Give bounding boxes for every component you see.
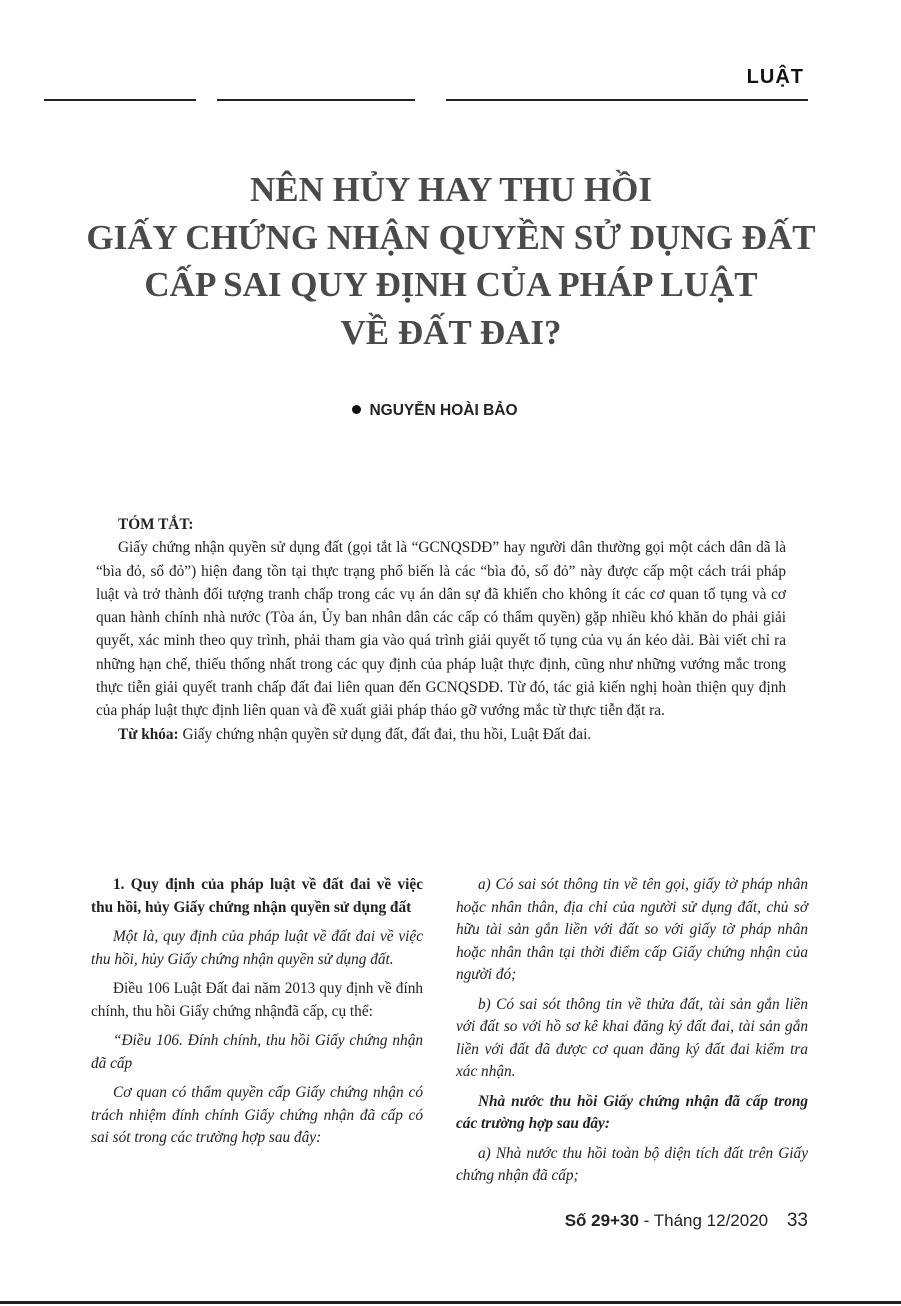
quote-body: Cơ quan có thẩm quyền cấp Giấy chứng nhận có trách nhiệm đính chính Giấy chứng nhận đã cấp có sai sót trong các trường hợp sau đây:	[91, 1084, 423, 1146]
title-line: GIẤY CHỨNG NHẬN QUYỀN SỬ DỤNG ĐẤT	[86, 217, 816, 257]
issue-number: Số 29+30	[564, 1211, 639, 1230]
header-rule-middle	[217, 99, 415, 101]
header-rule-left	[44, 99, 196, 101]
page-number: 33	[786, 1210, 808, 1231]
keywords	[96, 723, 786, 746]
title-line: NÊN HỦY HAY THU HỒI	[250, 170, 652, 209]
footer-separator: -	[643, 1211, 650, 1230]
section-tag: LUẬT	[746, 66, 804, 88]
footer-rule	[0, 1301, 901, 1304]
recall-item-a: a) Nhà nước thu hồi toàn bộ diện tích đất trên Giấy chứng nhận đã cấp;	[456, 1144, 808, 1184]
article-title	[60, 166, 842, 356]
recall-heading: Nhà nước thu hồi Giấy chứng nhận đã cấp trong các trường hợp sau đây:	[456, 1092, 808, 1132]
title-line: CẤP SAI QUY ĐỊNH CỦA PHÁP LUẬT	[144, 265, 758, 304]
abstract	[96, 513, 786, 746]
section-heading: 1. Quy định của pháp luật về đất đai về việc thu hồi, hủy Giấy chứng nhận quyền sử dụng đất	[91, 876, 423, 916]
intro-paragraph: Một là, quy định của pháp luật về đất đai về việc thu hồi, hủy Giấy chứng nhận quyền sử dụng đất.	[91, 928, 423, 968]
page-footer	[565, 1210, 808, 1232]
quote-title: “Điều 106. Đính chính, thu hồi Giấy chứng nhận đã cấp	[91, 1032, 423, 1072]
body-paragraph: Điều 106 Luật Đất đai năm 2013 quy định về đính chính, thu hồi Giấy chứng nhậnđã cấp, cụ thể:	[91, 980, 423, 1020]
title-line: VỀ ĐẤT ĐAI?	[340, 312, 562, 352]
list-item-b: b) Có sai sót thông tin về thửa đất, tài sản gắn liền với đất so với hồ sơ kê khai đăng ký đất đai, tài sản gắn liền với đất đã được cơ quan đăng ký đất đai kiểm tra xác nhận.	[456, 995, 808, 1080]
left-column	[91, 874, 423, 1157]
header-rule-right	[446, 99, 808, 101]
issue-month: Tháng 12/2020	[653, 1211, 769, 1230]
bullet-icon	[352, 405, 361, 414]
abstract-heading: TÓM TẮT:	[118, 516, 194, 533]
keywords-label: Từ khóa:	[118, 725, 179, 743]
abstract-body: Giấy chứng nhận quyền sử dụng đất (gọi tắt là “GCNQSDĐ” hay người dân thường gọi một cách dân dã là “bìa đỏ, sổ đỏ”) hiện đang tồn tại thực trạng phổ biến là các “bìa đỏ, sổ đỏ” này được cấp một cách trái pháp luật và trở thành đối tượng tranh chấp trong các vụ án dân sự đã khiến cho không ít các cơ quan tố tụng và cơ quan hành chính nhà nước (Tòa án, Ủy ban nhân dân các cấp có thẩm quyền) gặp nhiều khó khăn do phải giải quyết, xác minh theo quy trình, phải tham gia vào quá trình giải quyết tố tụng của vụ án kéo dài. Bài viết chỉ ra những hạn chế, thiếu thống nhất trong các quy định của pháp luật thực định, cũng như những vướng mắc trong thực tiễn giải quyết tranh chấp đất đai liên quan đến GCNQSDĐ. Từ đó, tác giả kiến nghị hoàn thiện quy định của pháp luật thực định liên quan và đề xuất giải pháp tháo gỡ vướng mắc từ thực tiễn đặt ra.	[96, 539, 786, 720]
right-column	[456, 874, 808, 1195]
keywords-text: Giấy chứng nhận quyền sử dụng đất, đất đai, thu hồi, Luật Đất đai.	[182, 725, 592, 743]
list-item-a: a) Có sai sót thông tin về tên gọi, giấy tờ pháp nhân hoặc nhân thân, địa chỉ của người sử dụng đất, chủ sở hữu tài sản gắn liền với đất so với giấy tờ pháp nhân hoặc nhân thân tại thời điểm cấp Giấy chứng nhận của người đó;	[456, 876, 808, 983]
author-byline	[0, 402, 870, 420]
author-name: NGUYỄN HOÀI BẢO	[369, 402, 518, 419]
